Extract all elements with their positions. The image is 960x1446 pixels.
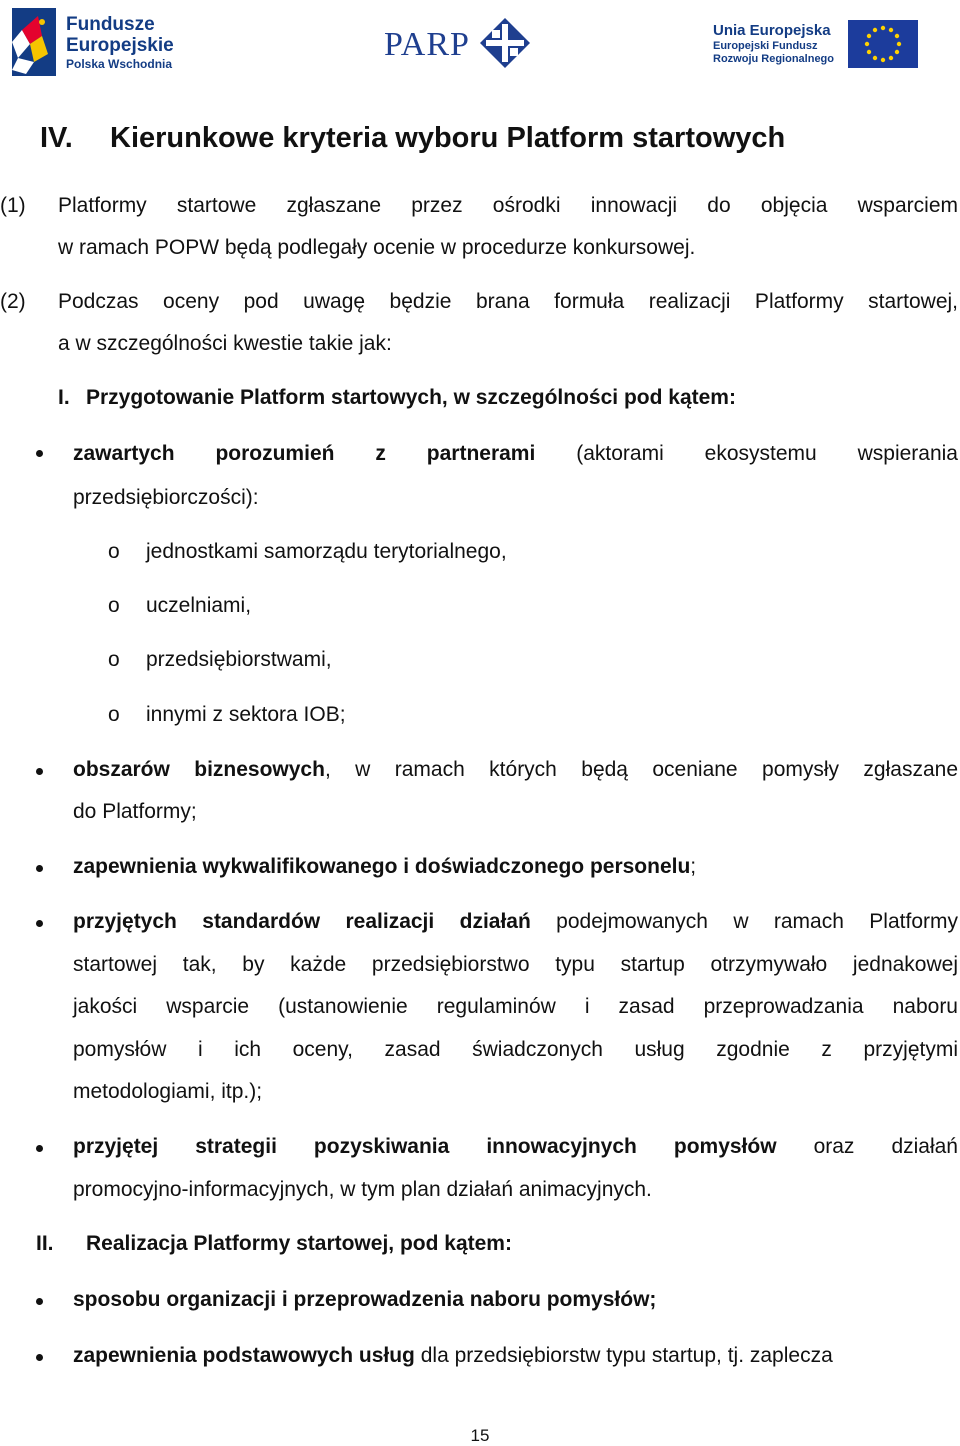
parp-logo-icon xyxy=(480,18,530,68)
bullet-1-line-1 xyxy=(73,432,958,475)
section-1-title: Przygotowanie Platform startowych, w szczególności pod kątem: xyxy=(86,386,736,409)
fe-line-2: Europejskie xyxy=(66,35,174,56)
bullet-2-line-2: do Platformy; xyxy=(73,800,197,823)
bullet-icon xyxy=(36,1298,43,1305)
bullet-icon xyxy=(36,450,43,457)
paragraph-2-line-1: Podczas oceny pod uwagę będzie brana formuła realizacji Platformy startowej, xyxy=(58,290,958,313)
section-2-number: II. xyxy=(36,1232,54,1255)
paragraph-1-number: (1) xyxy=(0,194,26,217)
bullet-5-rest: oraz działań xyxy=(776,1135,958,1158)
sub-bullet-marker: o xyxy=(108,648,120,671)
fe-line-1: Fundusze xyxy=(66,14,155,35)
sub-item-1: jednostkami samorządu terytorialnego, xyxy=(146,540,507,563)
section-2-bullet-2-rest: dla przedsiębiorstw typu startup, tj. zaplecza xyxy=(414,1344,833,1367)
eu-flag-icon xyxy=(848,20,918,68)
bullet-3-rest: ; xyxy=(690,855,697,878)
bullet-3-bold: zapewnienia wykwalifikowanego i doświadczonego personelu xyxy=(73,855,691,878)
paragraph-2-line-2: a w szczególności kwestie takie jak: xyxy=(58,332,392,355)
fe-line-3: Polska Wschodnia xyxy=(66,57,173,71)
bullet-2-rest: , w ramach których będą oceniane pomysły zgłaszane xyxy=(324,758,958,781)
bullet-1-bold: zawartych porozumień z partnerami xyxy=(73,442,536,465)
bullet-5-line-2: promocyjno-informacyjnych, w tym plan działań animacyjnych. xyxy=(73,1178,652,1201)
bullet-icon xyxy=(36,920,43,927)
section-2-bullet-2 xyxy=(73,1334,833,1377)
bullet-1-line-2: przedsiębiorczości): xyxy=(73,486,259,509)
bullet-5-line-1 xyxy=(73,1125,958,1168)
section-2-bullet-2-bold: zapewnienia podstawowych usług xyxy=(73,1344,415,1367)
bullet-4-line-2: startowej tak, by każde przedsiębiorstwo typu startup otrzymywało jednakowej xyxy=(73,953,958,976)
sub-bullet-marker: o xyxy=(108,540,120,563)
bullet-4-line-3: jakości wsparcie (ustanowienie regulaminów i zasad przeprowadzania naboru xyxy=(73,995,958,1018)
eu-title: Unia Europejska xyxy=(713,22,831,39)
paragraph-1-line-2: w ramach POPW będą podlegały ocenie w procedurze konkursowej. xyxy=(58,236,696,259)
bullet-5-bold: przyjętej strategii pozyskiwania innowacyjnych pomysłów xyxy=(73,1135,777,1158)
bullet-2-bold: obszarów biznesowych xyxy=(73,758,325,781)
bullet-4-bold: przyjętych standardów realizacji działań xyxy=(73,910,531,933)
parp-logo-text: PARP xyxy=(384,26,470,63)
sub-item-2: uczelniami, xyxy=(146,594,252,617)
logo-bar xyxy=(0,0,960,90)
section-1-number: I. xyxy=(58,386,70,409)
eu-logo-text xyxy=(713,22,843,66)
heading-title: Kierunkowe kryteria wyboru Platform startowych xyxy=(110,122,786,154)
page-number: 15 xyxy=(470,1426,490,1445)
sub-item-4: innymi z sektora IOB; xyxy=(146,703,346,726)
eu-line-2: Rozwoju Regionalnego xyxy=(713,53,834,65)
eu-line-1: Europejski Fundusz xyxy=(713,40,818,52)
bullet-2-line-1 xyxy=(73,748,958,791)
bullet-3-line-1 xyxy=(73,845,696,888)
heading-number: IV. xyxy=(40,122,73,154)
bullet-4-rest: podejmowanych w ramach Platformy xyxy=(530,910,958,933)
sub-bullet-marker: o xyxy=(108,703,120,726)
section-heading xyxy=(40,122,785,155)
bullet-icon xyxy=(36,1354,43,1361)
section-2-bullet-1: sposobu organizacji i przeprowadzenia naboru pomysłów; xyxy=(73,1288,657,1311)
paragraph-2-number: (2) xyxy=(0,290,26,313)
section-2-title: Realizacja Platformy startowej, pod kątem: xyxy=(86,1232,512,1255)
bullet-4-line-5: metodologiami, itp.); xyxy=(73,1080,263,1103)
sub-item-3: przedsiębiorstwami, xyxy=(146,648,332,671)
bullet-icon xyxy=(36,865,43,872)
bullet-icon xyxy=(36,768,43,775)
fe-logo-icon xyxy=(12,8,56,76)
bullet-icon xyxy=(36,1145,43,1152)
bullet-4-line-1 xyxy=(73,900,958,943)
bullet-1-rest: (aktorami ekosystemu wspierania xyxy=(535,442,958,465)
sub-bullet-marker: o xyxy=(108,594,120,617)
fe-logo-text xyxy=(66,14,174,72)
bullet-4-line-4: pomysłów i ich oceny, zasad świadczonych usług zgodnie z przyjętymi xyxy=(73,1038,958,1061)
paragraph-1-line-1: Platformy startowe zgłaszane przez ośrodki innowacji do objęcia wsparciem xyxy=(58,194,958,217)
